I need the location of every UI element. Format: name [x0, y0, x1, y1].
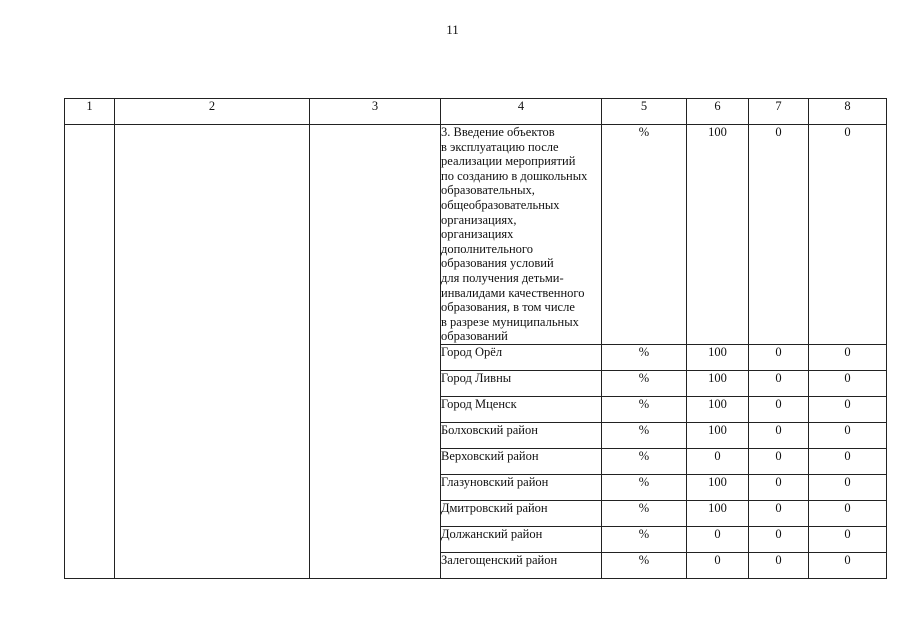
col7-value: 0 — [749, 552, 809, 578]
municipality-name: Верховский район — [441, 448, 602, 474]
indicator-row — [65, 125, 887, 345]
column-header: 3 — [310, 99, 441, 125]
col8-value: 0 — [809, 448, 887, 474]
col7-value: 0 — [749, 500, 809, 526]
column-header: 1 — [65, 99, 115, 125]
col7-value: 0 — [749, 474, 809, 500]
municipality-name: Должанский район — [441, 526, 602, 552]
indicator-label-line: общеобразовательных — [441, 197, 560, 212]
col7-value: 0 — [749, 396, 809, 422]
col6-value: 100 — [687, 396, 749, 422]
col6-value: 100 — [687, 422, 749, 448]
indicator-label-line: образования условий — [441, 256, 554, 271]
indicator-table — [64, 98, 887, 579]
indicator-col8: 0 — [809, 125, 887, 345]
col6-value: 100 — [687, 500, 749, 526]
municipality-name: Дмитровский район — [441, 500, 602, 526]
municipality-name: Город Мценск — [441, 396, 602, 422]
indicator-label-line: организациях — [441, 227, 514, 242]
col8-value: 0 — [809, 396, 887, 422]
unit-cell: % — [602, 370, 687, 396]
indicator-label-line: инвалидами качественного — [441, 285, 585, 300]
col2-merged-cell — [115, 125, 310, 579]
unit-cell: % — [602, 422, 687, 448]
municipality-name: Залегощенский район — [441, 552, 602, 578]
column-header: 5 — [602, 99, 687, 125]
indicator-col7: 0 — [749, 125, 809, 345]
col7-value: 0 — [749, 422, 809, 448]
col6-value: 0 — [687, 526, 749, 552]
col8-value: 0 — [809, 552, 887, 578]
col3-merged-cell — [310, 125, 441, 579]
indicator-label-line: дополнительного — [441, 241, 533, 256]
indicator-label-line: организациях, — [441, 212, 517, 227]
unit-cell: % — [602, 396, 687, 422]
col8-value: 0 — [809, 422, 887, 448]
col1-merged-cell — [65, 125, 115, 579]
unit-cell: % — [602, 500, 687, 526]
col8-value: 0 — [809, 526, 887, 552]
indicator-label-line: реализации мероприятий — [441, 154, 576, 169]
col8-value: 0 — [809, 474, 887, 500]
col7-value: 0 — [749, 448, 809, 474]
page-number: 11 — [446, 22, 459, 37]
indicator-label-line: по созданию в дошкольных — [441, 168, 588, 183]
municipality-name: Город Ливны — [441, 370, 602, 396]
unit-cell: % — [602, 526, 687, 552]
unit-cell: % — [602, 474, 687, 500]
column-header: 8 — [809, 99, 887, 125]
indicator-label-line: для получения детьми- — [441, 270, 564, 285]
col6-value: 100 — [687, 474, 749, 500]
col7-value: 0 — [749, 526, 809, 552]
col6-value: 100 — [687, 344, 749, 370]
indicator-label-line: в разрезе муниципальных — [441, 314, 579, 329]
municipality-name: Болховский район — [441, 422, 602, 448]
indicator-label — [441, 125, 602, 345]
indicator-label-line: 3. Введение объектов — [441, 125, 555, 139]
column-header: 6 — [687, 99, 749, 125]
indicator-label-line: образования, в том числе — [441, 300, 575, 315]
col8-value: 0 — [809, 500, 887, 526]
col6-value: 0 — [687, 552, 749, 578]
header-row — [65, 99, 887, 125]
column-header: 2 — [115, 99, 310, 125]
indicator-col6: 100 — [687, 125, 749, 345]
col6-value: 0 — [687, 448, 749, 474]
unit-cell: % — [602, 344, 687, 370]
unit-cell: % — [602, 448, 687, 474]
indicator-unit: % — [602, 125, 687, 345]
col8-value: 0 — [809, 344, 887, 370]
indicator-label-line: образований — [441, 329, 508, 344]
col6-value: 100 — [687, 370, 749, 396]
unit-cell: % — [602, 552, 687, 578]
municipality-name: Глазуновский район — [441, 474, 602, 500]
col7-value: 0 — [749, 344, 809, 370]
col7-value: 0 — [749, 370, 809, 396]
municipality-name: Город Орёл — [441, 344, 602, 370]
indicator-label-line: образовательных, — [441, 183, 535, 198]
indicator-label-line: в эксплуатацию после — [441, 139, 559, 154]
column-header: 7 — [749, 99, 809, 125]
col8-value: 0 — [809, 370, 887, 396]
column-header: 4 — [441, 99, 602, 125]
